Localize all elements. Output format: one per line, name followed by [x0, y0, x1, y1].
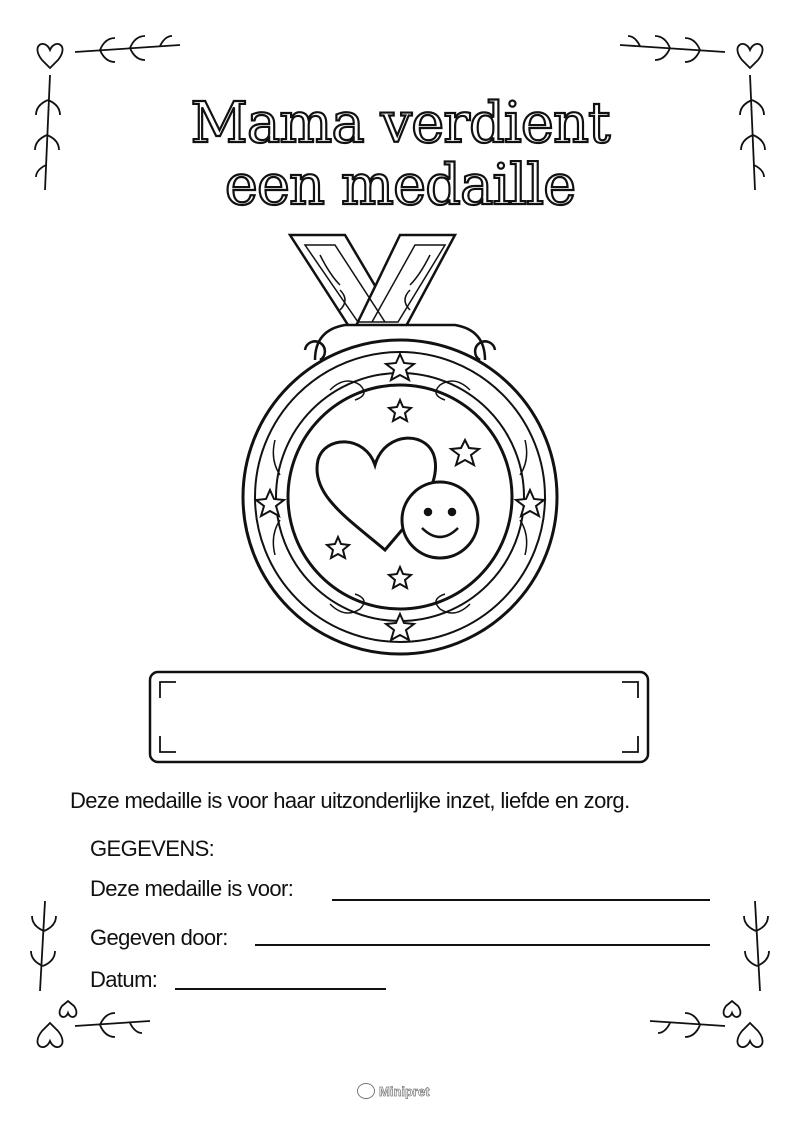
given-by-label: Gegeven door: [90, 925, 228, 950]
details-heading: GEGEVENS: [90, 836, 215, 861]
page-title-line-2: een medaille [224, 153, 576, 218]
given-by-field-line[interactable] [255, 944, 710, 946]
for-field-line[interactable] [332, 899, 710, 901]
smiley-icon [402, 482, 478, 558]
name-box [150, 672, 648, 762]
brand-name: Minipret [379, 1083, 430, 1099]
for-label: Deze medaille is voor: [90, 876, 294, 901]
dedication-sentence: Deze medaille is voor haar uitzonderlijke inzet, liefde en zorg. [70, 788, 630, 813]
date-field-line[interactable] [175, 988, 386, 990]
footer-logo [357, 1083, 430, 1099]
ribbon [290, 235, 455, 328]
corner-decoration-bottom-right [650, 901, 769, 1047]
date-label: Datum: [90, 967, 158, 992]
mascot-icon [357, 1083, 375, 1099]
page-title-line-1: Mama verdient [190, 91, 610, 156]
